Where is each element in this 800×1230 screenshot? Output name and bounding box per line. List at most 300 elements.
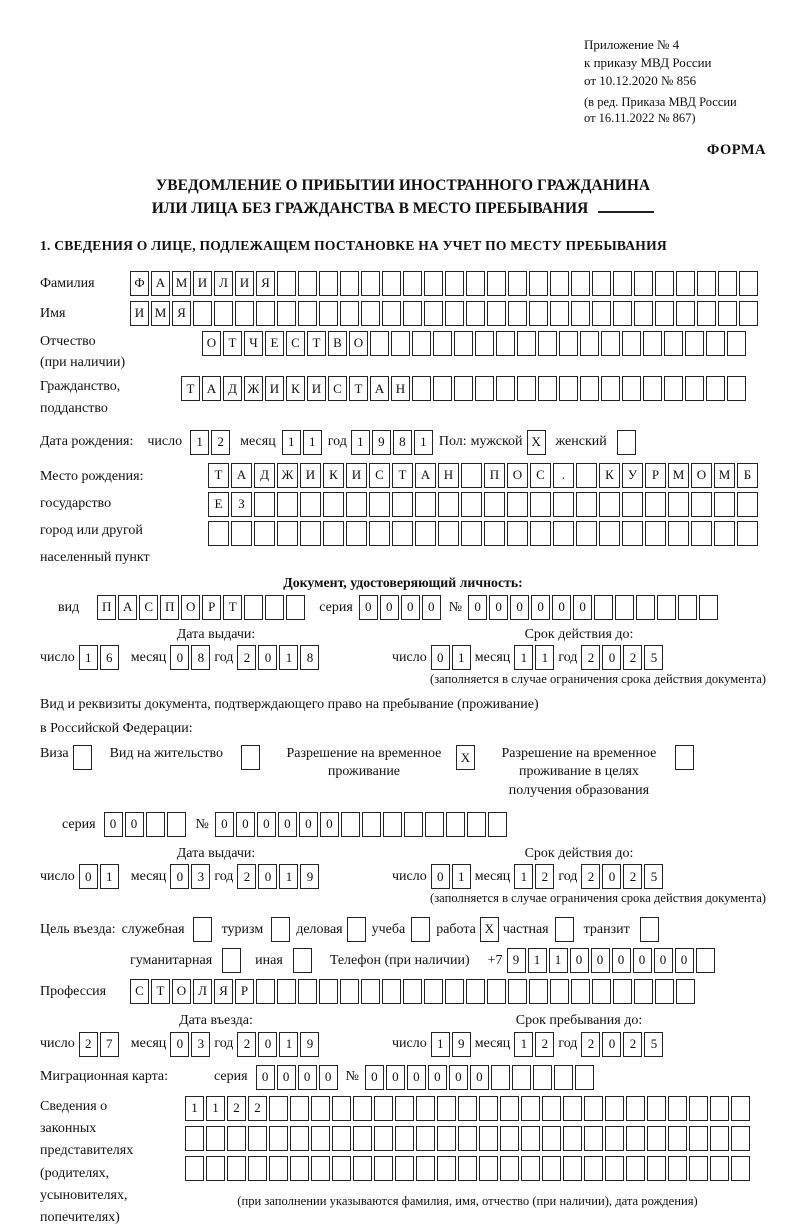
char-cell[interactable] <box>657 595 676 620</box>
char-cell[interactable] <box>559 376 578 401</box>
char-cell[interactable]: 2 <box>581 864 600 889</box>
char-cell[interactable]: С <box>328 376 347 401</box>
char-cell[interactable] <box>208 521 229 546</box>
char-cell[interactable]: 2 <box>237 1032 256 1057</box>
char-cell[interactable] <box>461 463 482 488</box>
char-cell[interactable] <box>530 521 551 546</box>
char-cell[interactable]: 1 <box>452 645 471 670</box>
char-cell[interactable]: 1 <box>279 864 298 889</box>
char-cell[interactable]: 2 <box>581 645 600 670</box>
char-cell[interactable]: 0 <box>431 645 450 670</box>
char-cell[interactable] <box>298 979 317 1004</box>
char-cell[interactable] <box>699 595 718 620</box>
char-cell[interactable] <box>461 492 482 517</box>
char-cell[interactable] <box>319 301 338 326</box>
char-cell[interactable] <box>254 521 275 546</box>
char-cell[interactable]: 0 <box>602 864 621 889</box>
char-cell[interactable]: 0 <box>359 595 378 620</box>
char-cell[interactable] <box>395 1096 414 1121</box>
char-cell[interactable] <box>655 979 674 1004</box>
char-cell[interactable] <box>655 301 674 326</box>
char-cell[interactable] <box>599 521 620 546</box>
char-cell[interactable] <box>685 376 704 401</box>
char-cell[interactable]: И <box>265 376 284 401</box>
char-cell[interactable] <box>437 1156 456 1181</box>
char-cell[interactable] <box>446 812 465 837</box>
residence-permit-checkbox[interactable] <box>241 745 260 770</box>
char-cell[interactable]: 9 <box>452 1032 471 1057</box>
char-cell[interactable] <box>576 492 597 517</box>
char-cell[interactable] <box>265 595 284 620</box>
char-cell[interactable]: 2 <box>237 864 256 889</box>
char-cell[interactable] <box>487 301 506 326</box>
char-cell[interactable] <box>689 1156 708 1181</box>
char-cell[interactable] <box>256 979 275 1004</box>
char-cell[interactable]: 0 <box>236 812 255 837</box>
char-cell[interactable] <box>571 979 590 1004</box>
char-cell[interactable]: И <box>346 463 367 488</box>
char-cell[interactable]: 1 <box>514 645 533 670</box>
char-cell[interactable] <box>496 376 515 401</box>
char-cell[interactable] <box>382 301 401 326</box>
char-cell[interactable] <box>424 271 443 296</box>
char-cell[interactable] <box>300 521 321 546</box>
char-cell[interactable] <box>437 1126 456 1151</box>
phone-input[interactable] <box>507 948 715 973</box>
char-cell[interactable]: 0 <box>319 1065 338 1090</box>
char-cell[interactable] <box>605 1156 624 1181</box>
char-cell[interactable]: 9 <box>300 864 319 889</box>
char-cell[interactable]: 0 <box>79 864 98 889</box>
purpose-official-checkbox[interactable] <box>193 917 212 942</box>
char-cell[interactable] <box>599 492 620 517</box>
char-cell[interactable] <box>718 301 737 326</box>
char-cell[interactable] <box>433 331 452 356</box>
char-cell[interactable]: 2 <box>623 645 642 670</box>
char-cell[interactable] <box>277 979 296 1004</box>
char-cell[interactable] <box>696 948 715 973</box>
char-cell[interactable] <box>553 492 574 517</box>
char-cell[interactable] <box>706 376 725 401</box>
char-cell[interactable]: Т <box>392 463 413 488</box>
char-cell[interactable] <box>479 1156 498 1181</box>
stay-day-input[interactable] <box>431 1032 471 1057</box>
res-issue-day-input[interactable] <box>79 864 119 889</box>
char-cell[interactable] <box>542 1096 561 1121</box>
entry-month-input[interactable] <box>170 1032 210 1057</box>
purpose-humanitarian-checkbox[interactable] <box>222 948 241 973</box>
char-cell[interactable] <box>731 1156 750 1181</box>
char-cell[interactable]: 0 <box>170 864 189 889</box>
char-cell[interactable]: 0 <box>470 1065 489 1090</box>
char-cell[interactable]: 1 <box>514 1032 533 1057</box>
char-cell[interactable]: 0 <box>386 1065 405 1090</box>
char-cell[interactable] <box>710 1126 729 1151</box>
char-cell[interactable] <box>437 1096 456 1121</box>
char-cell[interactable] <box>341 812 360 837</box>
char-cell[interactable]: А <box>370 376 389 401</box>
char-cell[interactable] <box>433 376 452 401</box>
char-cell[interactable] <box>491 1065 510 1090</box>
char-cell[interactable] <box>311 1156 330 1181</box>
char-cell[interactable]: 2 <box>79 1032 98 1057</box>
char-cell[interactable] <box>645 492 666 517</box>
char-cell[interactable] <box>584 1096 603 1121</box>
char-cell[interactable]: 7 <box>100 1032 119 1057</box>
char-cell[interactable]: X <box>527 430 546 455</box>
char-cell[interactable] <box>479 1126 498 1151</box>
char-cell[interactable]: П <box>97 595 116 620</box>
char-cell[interactable]: 9 <box>300 1032 319 1057</box>
char-cell[interactable] <box>361 979 380 1004</box>
char-cell[interactable]: 0 <box>258 864 277 889</box>
char-cell[interactable]: 2 <box>227 1096 246 1121</box>
char-cell[interactable]: Р <box>645 463 666 488</box>
char-cell[interactable]: 0 <box>428 1065 447 1090</box>
char-cell[interactable] <box>248 1156 267 1181</box>
char-cell[interactable]: 0 <box>489 595 508 620</box>
char-cell[interactable]: 0 <box>401 595 420 620</box>
char-cell[interactable]: С <box>286 331 305 356</box>
char-cell[interactable] <box>415 492 436 517</box>
char-cell[interactable] <box>592 979 611 1004</box>
char-cell[interactable]: 0 <box>468 595 487 620</box>
char-cell[interactable] <box>668 492 689 517</box>
char-cell[interactable] <box>185 1156 204 1181</box>
char-cell[interactable]: Ж <box>244 376 263 401</box>
char-cell[interactable] <box>392 521 413 546</box>
char-cell[interactable]: 2 <box>237 645 256 670</box>
char-cell[interactable]: 1 <box>452 864 471 889</box>
char-cell[interactable] <box>369 492 390 517</box>
char-cell[interactable]: А <box>118 595 137 620</box>
char-cell[interactable] <box>298 301 317 326</box>
char-cell[interactable] <box>647 1156 666 1181</box>
visa-checkbox[interactable] <box>73 745 92 770</box>
char-cell[interactable] <box>438 521 459 546</box>
char-cell[interactable] <box>290 1126 309 1151</box>
char-cell[interactable] <box>206 1126 225 1151</box>
char-cell[interactable] <box>488 812 507 837</box>
char-cell[interactable] <box>293 948 312 973</box>
char-cell[interactable] <box>332 1126 351 1151</box>
char-cell[interactable]: 1 <box>279 1032 298 1057</box>
char-cell[interactable]: Т <box>307 331 326 356</box>
res-issue-month-input[interactable] <box>170 864 210 889</box>
char-cell[interactable]: О <box>202 331 221 356</box>
char-cell[interactable] <box>512 1065 531 1090</box>
char-cell[interactable] <box>369 521 390 546</box>
res-issue-year-input[interactable] <box>237 864 319 889</box>
char-cell[interactable]: 0 <box>675 948 694 973</box>
char-cell[interactable] <box>508 271 527 296</box>
char-cell[interactable] <box>484 492 505 517</box>
char-cell[interactable] <box>571 271 590 296</box>
char-cell[interactable]: 0 <box>278 812 297 837</box>
char-cell[interactable] <box>521 1126 540 1151</box>
char-cell[interactable] <box>332 1156 351 1181</box>
char-cell[interactable]: 0 <box>258 1032 277 1057</box>
doc-valid-day-input[interactable] <box>431 645 471 670</box>
char-cell[interactable] <box>340 271 359 296</box>
char-cell[interactable]: 5 <box>644 645 663 670</box>
char-cell[interactable] <box>739 301 758 326</box>
doc-issue-day-input[interactable] <box>79 645 119 670</box>
birth-day-input[interactable] <box>190 430 230 455</box>
char-cell[interactable]: X <box>456 745 475 770</box>
char-cell[interactable] <box>647 1096 666 1121</box>
char-cell[interactable] <box>374 1126 393 1151</box>
char-cell[interactable] <box>559 331 578 356</box>
char-cell[interactable]: 0 <box>407 1065 426 1090</box>
char-cell[interactable] <box>508 301 527 326</box>
doc-valid-month-input[interactable] <box>514 645 554 670</box>
char-cell[interactable]: В <box>328 331 347 356</box>
char-cell[interactable] <box>691 521 712 546</box>
char-cell[interactable] <box>445 301 464 326</box>
purpose-work-checkbox[interactable] <box>480 917 499 942</box>
char-cell[interactable] <box>340 301 359 326</box>
char-cell[interactable] <box>731 1096 750 1121</box>
char-cell[interactable]: С <box>530 463 551 488</box>
char-cell[interactable] <box>553 521 574 546</box>
char-cell[interactable] <box>645 521 666 546</box>
char-cell[interactable] <box>622 376 641 401</box>
purpose-study-checkbox[interactable] <box>411 917 430 942</box>
char-cell[interactable] <box>454 376 473 401</box>
char-cell[interactable]: К <box>323 463 344 488</box>
char-cell[interactable] <box>521 1156 540 1181</box>
char-cell[interactable]: 1 <box>282 430 301 455</box>
char-cell[interactable] <box>340 979 359 1004</box>
char-cell[interactable] <box>563 1126 582 1151</box>
res-series-input[interactable] <box>104 812 186 837</box>
char-cell[interactable] <box>622 331 641 356</box>
given-name-input[interactable] <box>130 301 758 326</box>
purpose-other-checkbox[interactable] <box>293 948 312 973</box>
char-cell[interactable]: С <box>130 979 149 1004</box>
birth-place-input-row3[interactable] <box>208 521 758 546</box>
res-valid-month-input[interactable] <box>514 864 554 889</box>
char-cell[interactable] <box>361 301 380 326</box>
char-cell[interactable] <box>676 271 695 296</box>
char-cell[interactable]: 5 <box>644 864 663 889</box>
char-cell[interactable]: 1 <box>549 948 568 973</box>
char-cell[interactable] <box>542 1126 561 1151</box>
char-cell[interactable]: Т <box>151 979 170 1004</box>
char-cell[interactable] <box>479 1096 498 1121</box>
char-cell[interactable] <box>424 979 443 1004</box>
entry-year-input[interactable] <box>237 1032 319 1057</box>
char-cell[interactable] <box>689 1126 708 1151</box>
char-cell[interactable] <box>727 376 746 401</box>
char-cell[interactable] <box>563 1156 582 1181</box>
char-cell[interactable] <box>550 301 569 326</box>
char-cell[interactable]: 1 <box>351 430 370 455</box>
char-cell[interactable] <box>576 463 597 488</box>
char-cell[interactable]: 0 <box>365 1065 384 1090</box>
char-cell[interactable] <box>634 979 653 1004</box>
char-cell[interactable] <box>664 376 683 401</box>
char-cell[interactable] <box>395 1156 414 1181</box>
char-cell[interactable]: А <box>231 463 252 488</box>
doc-type-input[interactable] <box>97 595 305 620</box>
char-cell[interactable] <box>395 1126 414 1151</box>
male-checkbox[interactable] <box>527 430 546 455</box>
char-cell[interactable] <box>507 492 528 517</box>
char-cell[interactable] <box>466 979 485 1004</box>
char-cell[interactable] <box>466 301 485 326</box>
char-cell[interactable]: 2 <box>211 430 230 455</box>
char-cell[interactable]: 0 <box>380 595 399 620</box>
char-cell[interactable]: А <box>151 271 170 296</box>
char-cell[interactable] <box>594 595 613 620</box>
char-cell[interactable] <box>643 376 662 401</box>
char-cell[interactable] <box>634 271 653 296</box>
char-cell[interactable] <box>685 331 704 356</box>
char-cell[interactable] <box>521 1096 540 1121</box>
char-cell[interactable]: 0 <box>654 948 673 973</box>
char-cell[interactable] <box>634 301 653 326</box>
char-cell[interactable] <box>445 271 464 296</box>
char-cell[interactable] <box>727 331 746 356</box>
char-cell[interactable] <box>353 1156 372 1181</box>
char-cell[interactable] <box>676 979 695 1004</box>
char-cell[interactable]: С <box>369 463 390 488</box>
char-cell[interactable] <box>737 492 758 517</box>
char-cell[interactable]: 1 <box>206 1096 225 1121</box>
char-cell[interactable] <box>613 301 632 326</box>
char-cell[interactable] <box>403 301 422 326</box>
char-cell[interactable] <box>346 521 367 546</box>
char-cell[interactable] <box>605 1096 624 1121</box>
char-cell[interactable] <box>538 376 557 401</box>
char-cell[interactable]: Д <box>254 463 275 488</box>
char-cell[interactable] <box>731 1126 750 1151</box>
char-cell[interactable]: 0 <box>215 812 234 837</box>
char-cell[interactable] <box>269 1096 288 1121</box>
char-cell[interactable] <box>640 917 659 942</box>
char-cell[interactable] <box>668 1156 687 1181</box>
char-cell[interactable]: Т <box>208 463 229 488</box>
char-cell[interactable] <box>248 1126 267 1151</box>
citizenship-input[interactable] <box>181 376 746 401</box>
char-cell[interactable]: Л <box>214 271 233 296</box>
char-cell[interactable] <box>584 1126 603 1151</box>
char-cell[interactable] <box>676 301 695 326</box>
char-cell[interactable] <box>554 1065 573 1090</box>
char-cell[interactable] <box>710 1156 729 1181</box>
char-cell[interactable] <box>580 376 599 401</box>
birth-year-input[interactable] <box>351 430 433 455</box>
char-cell[interactable] <box>647 1126 666 1151</box>
char-cell[interactable]: Е <box>265 331 284 356</box>
purpose-private-checkbox[interactable] <box>555 917 574 942</box>
char-cell[interactable] <box>383 812 402 837</box>
char-cell[interactable] <box>655 271 674 296</box>
char-cell[interactable]: 2 <box>581 1032 600 1057</box>
char-cell[interactable]: 0 <box>277 1065 296 1090</box>
char-cell[interactable]: 0 <box>591 948 610 973</box>
char-cell[interactable]: 6 <box>100 645 119 670</box>
res-valid-year-input[interactable] <box>581 864 663 889</box>
mig-number-input[interactable] <box>365 1065 594 1090</box>
char-cell[interactable]: . <box>553 463 574 488</box>
char-cell[interactable]: Т <box>181 376 200 401</box>
char-cell[interactable]: Я <box>172 301 191 326</box>
char-cell[interactable] <box>323 521 344 546</box>
char-cell[interactable] <box>404 812 423 837</box>
char-cell[interactable]: 0 <box>510 595 529 620</box>
doc-issue-month-input[interactable] <box>170 645 210 670</box>
char-cell[interactable]: Н <box>438 463 459 488</box>
char-cell[interactable]: И <box>193 271 212 296</box>
char-cell[interactable]: 0 <box>573 595 592 620</box>
char-cell[interactable]: 1 <box>303 430 322 455</box>
char-cell[interactable] <box>466 271 485 296</box>
char-cell[interactable] <box>214 301 233 326</box>
char-cell[interactable]: 0 <box>552 595 571 620</box>
char-cell[interactable]: 1 <box>414 430 433 455</box>
char-cell[interactable]: 0 <box>602 1032 621 1057</box>
char-cell[interactable]: X <box>480 917 499 942</box>
char-cell[interactable] <box>580 331 599 356</box>
char-cell[interactable] <box>617 430 636 455</box>
char-cell[interactable] <box>244 595 263 620</box>
char-cell[interactable]: О <box>691 463 712 488</box>
char-cell[interactable]: 1 <box>185 1096 204 1121</box>
char-cell[interactable]: 0 <box>531 595 550 620</box>
char-cell[interactable] <box>533 1065 552 1090</box>
char-cell[interactable] <box>668 1126 687 1151</box>
char-cell[interactable] <box>710 1096 729 1121</box>
char-cell[interactable] <box>500 1126 519 1151</box>
char-cell[interactable]: 0 <box>170 645 189 670</box>
char-cell[interactable] <box>311 1096 330 1121</box>
char-cell[interactable] <box>277 521 298 546</box>
char-cell[interactable] <box>391 331 410 356</box>
char-cell[interactable] <box>323 492 344 517</box>
char-cell[interactable] <box>193 917 212 942</box>
char-cell[interactable]: 3 <box>191 864 210 889</box>
char-cell[interactable] <box>517 331 536 356</box>
char-cell[interactable] <box>300 492 321 517</box>
char-cell[interactable] <box>256 301 275 326</box>
char-cell[interactable] <box>718 271 737 296</box>
purpose-business-checkbox[interactable] <box>347 917 366 942</box>
char-cell[interactable] <box>601 331 620 356</box>
char-cell[interactable] <box>231 521 252 546</box>
char-cell[interactable]: М <box>151 301 170 326</box>
char-cell[interactable] <box>643 331 662 356</box>
char-cell[interactable]: Е <box>208 492 229 517</box>
char-cell[interactable] <box>227 1156 246 1181</box>
char-cell[interactable] <box>415 521 436 546</box>
char-cell[interactable]: М <box>668 463 689 488</box>
patronymic-input[interactable] <box>202 331 746 356</box>
char-cell[interactable] <box>319 979 338 1004</box>
char-cell[interactable] <box>487 271 506 296</box>
char-cell[interactable]: 8 <box>300 645 319 670</box>
char-cell[interactable]: 2 <box>535 1032 554 1057</box>
char-cell[interactable]: И <box>235 271 254 296</box>
birth-place-input-row1[interactable] <box>208 463 758 488</box>
char-cell[interactable] <box>689 1096 708 1121</box>
char-cell[interactable] <box>416 1096 435 1121</box>
char-cell[interactable]: 0 <box>257 812 276 837</box>
char-cell[interactable] <box>362 812 381 837</box>
char-cell[interactable] <box>374 1096 393 1121</box>
